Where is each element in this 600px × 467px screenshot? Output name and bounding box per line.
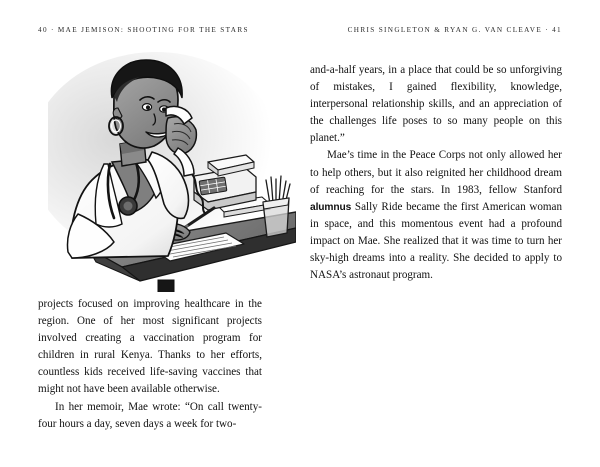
running-head-verso: 40 · MAE JEMISON: SHOOTING FOR THE STARS (38, 26, 249, 34)
paragraph: In her memoir, Mae wrote: “On call twenty-four hours a day, seven days a week for two- (38, 400, 262, 430)
paragraph: projects focused on improving healthcare in the region. One of her most significant projects involved creating a vaccination program for children in rural Kenya. Thanks to her efforts, countless kids received life-saving vaccines that might not have been available otherwise. (38, 298, 262, 396)
text-column-right (310, 62, 562, 284)
paragraph-text-end: Sally Ride became the first American woman in space, and this momentous event had a profound impact on Mae. She realized that it was time to turn her sky-high dreams into a reality. She decided to apply to NASA’s astronaut program. (310, 200, 562, 282)
text-column-left (38, 296, 262, 433)
paragraph: and-a-half years, in a place that could be so unforgiving of mistakes, I gained flexibility, knowledge, interpersonal relationship skills, and an appreciation of the challenges life poses to so many people on this planet.” (310, 64, 562, 145)
doctor-on-phone-illustration (48, 52, 296, 292)
pencil-cup (263, 176, 290, 237)
desk-leg (158, 280, 174, 292)
paragraph (310, 147, 562, 284)
chapter-illustration (48, 52, 296, 292)
glossary-term-alumnus: alumnus (310, 201, 352, 213)
paragraph-text-start: Mae’s time in the Peace Corps not only allowed her to help others, but it also reignited her childhood dream of reaching for the stars. In 1983, fellow Stanford (310, 149, 562, 196)
running-head-recto: CHRIS SINGLETON & RYAN G. VAN CLEAVE · 41 (347, 26, 562, 34)
